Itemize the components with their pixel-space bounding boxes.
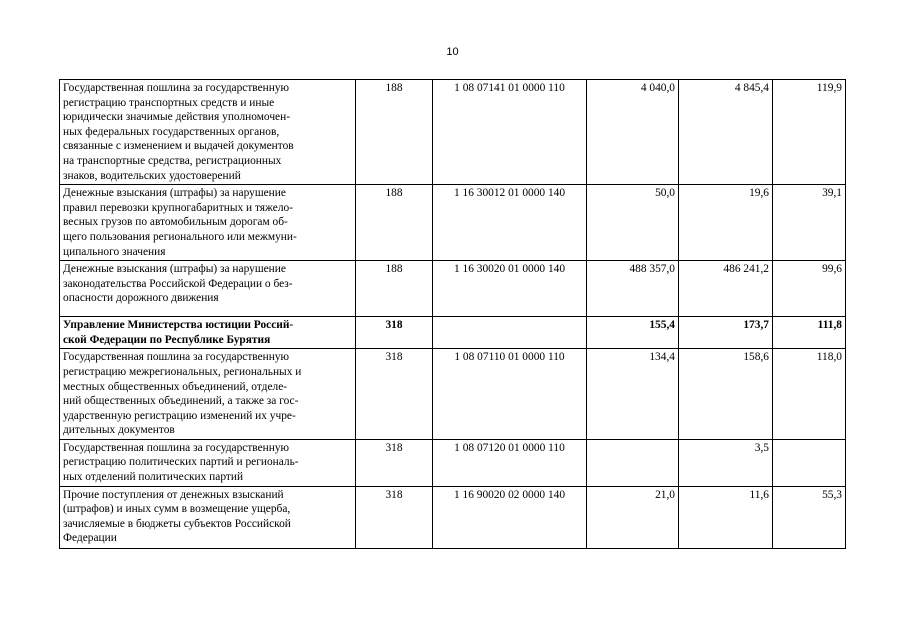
revenue-name-cell — [60, 439, 356, 486]
executed-amount-cell: 4 845,4 — [679, 80, 773, 185]
budget-classification-code-cell: 1 08 07110 01 0000 110 — [433, 349, 587, 440]
execution-percent-cell: 119,9 — [773, 80, 846, 185]
revenue-name-line: регистрацию политических партий и региональ- — [63, 456, 299, 469]
revenue-name-line: зачисляемые в бюджеты субъектов Российской — [63, 517, 291, 530]
revenue-name-line: весных грузов по автомобильным дорогам об- — [63, 216, 288, 229]
planned-amount-cell: 21,0 — [587, 486, 679, 548]
table-row — [60, 261, 846, 317]
execution-percent-cell: 111,8 — [773, 317, 846, 349]
revenue-name-line: ударственную регистрацию изменений их учре- — [63, 409, 296, 422]
revenue-name-line: опасности дорожного движения — [63, 292, 219, 305]
revenue-name-line: Денежные взыскания (штрафы) за нарушение — [63, 187, 286, 200]
revenue-name-line: дительных документов — [63, 424, 175, 437]
revenue-name-line: регистрацию межрегиональных, региональных и — [63, 365, 302, 378]
revenue-name-line: Государственная пошлина за государственную — [63, 441, 290, 454]
admin-code-cell: 188 — [356, 185, 433, 261]
executed-amount-cell: 486 241,2 — [679, 261, 773, 317]
revenue-name-line: Государственная пошлина за государственную — [63, 351, 290, 364]
execution-percent-cell: 55,3 — [773, 486, 846, 548]
revenue-name-line: ний общественных объединений, а также за гос- — [63, 395, 299, 408]
revenue-name-line: Управление Министерства юстиции Россий- — [63, 319, 294, 332]
budget-classification-code-cell: 1 16 30020 01 0000 140 — [433, 261, 587, 317]
executed-amount-cell: 158,6 — [679, 349, 773, 440]
revenue-name-line: Денежные взыскания (штрафы) за нарушение — [63, 263, 286, 276]
budget-revenue-table — [59, 79, 846, 549]
revenue-name-line: ципального значения — [63, 245, 166, 258]
revenue-name-line: Государственная пошлина за государственную — [63, 82, 290, 94]
budget-classification-code-cell: 1 16 30012 01 0000 140 — [433, 185, 587, 261]
admin-code-cell: 318 — [356, 349, 433, 440]
execution-percent-cell: 39,1 — [773, 185, 846, 261]
revenue-name-cell — [60, 261, 356, 317]
planned-amount-cell — [587, 439, 679, 486]
revenue-name-cell — [60, 317, 356, 349]
table-body — [60, 80, 846, 549]
revenue-name-line: Федерации — [63, 532, 117, 545]
table-row — [60, 80, 846, 185]
revenue-name-cell — [60, 185, 356, 261]
revenue-name-line: ных отделений политических партий — [63, 471, 244, 484]
revenue-name-line: знаков, водительских удостоверений — [63, 169, 241, 182]
planned-amount-cell: 4 040,0 — [587, 80, 679, 185]
execution-percent-cell: 118,0 — [773, 349, 846, 440]
admin-code-cell: 318 — [356, 439, 433, 486]
revenue-name-cell — [60, 80, 356, 185]
table-row — [60, 486, 846, 548]
admin-code-cell: 188 — [356, 80, 433, 185]
admin-code-cell: 188 — [356, 261, 433, 317]
executed-amount-cell: 173,7 — [679, 317, 773, 349]
revenue-name-line: юридически значимые действия уполномочен- — [63, 111, 290, 124]
budget-classification-code-cell: 1 16 90020 02 0000 140 — [433, 486, 587, 548]
revenue-name-line: (штрафов) и иных сумм в возмещение ущерба, — [63, 503, 291, 516]
revenue-name-line: законодательства Российской Федерации о без- — [63, 277, 293, 290]
revenue-name-line: местных общественных объединений, отделе- — [63, 380, 288, 393]
revenue-name-line: Прочие поступления от денежных взысканий — [63, 488, 284, 501]
budget-classification-code-cell — [433, 317, 587, 349]
execution-percent-cell: 99,6 — [773, 261, 846, 317]
revenue-name-line: на транспортные средства, регистрационных — [63, 154, 282, 167]
revenue-name-line: правил перевозки крупногабаритных и тяжело- — [63, 201, 293, 214]
planned-amount-cell: 50,0 — [587, 185, 679, 261]
execution-percent-cell — [773, 439, 846, 486]
revenue-name-line: ской Федерации по Республике Бурятия — [63, 333, 271, 346]
planned-amount-cell: 488 357,0 — [587, 261, 679, 317]
revenue-name-line: связанные с изменением и выдачей документов — [63, 140, 294, 153]
revenue-name-cell — [60, 349, 356, 440]
executed-amount-cell: 19,6 — [679, 185, 773, 261]
planned-amount-cell: 134,4 — [587, 349, 679, 440]
table-row — [60, 349, 846, 440]
budget-classification-code-cell: 1 08 07120 01 0000 110 — [433, 439, 587, 486]
table-row — [60, 317, 846, 349]
table-row — [60, 439, 846, 486]
revenue-name-line: ных федеральных государственных органов, — [63, 125, 280, 138]
admin-code-cell: 318 — [356, 486, 433, 548]
revenue-name-line: регистрацию транспортных средств и иные — [63, 96, 275, 109]
revenue-name-cell — [60, 486, 356, 548]
budget-classification-code-cell: 1 08 07141 01 0000 110 — [433, 80, 587, 185]
admin-code-cell: 318 — [356, 317, 433, 349]
revenue-name-line: щего пользования регионального или межмуни- — [63, 230, 297, 243]
executed-amount-cell: 11,6 — [679, 486, 773, 548]
page-number: 10 — [446, 46, 459, 58]
table-row — [60, 185, 846, 261]
executed-amount-cell: 3,5 — [679, 439, 773, 486]
planned-amount-cell: 155,4 — [587, 317, 679, 349]
